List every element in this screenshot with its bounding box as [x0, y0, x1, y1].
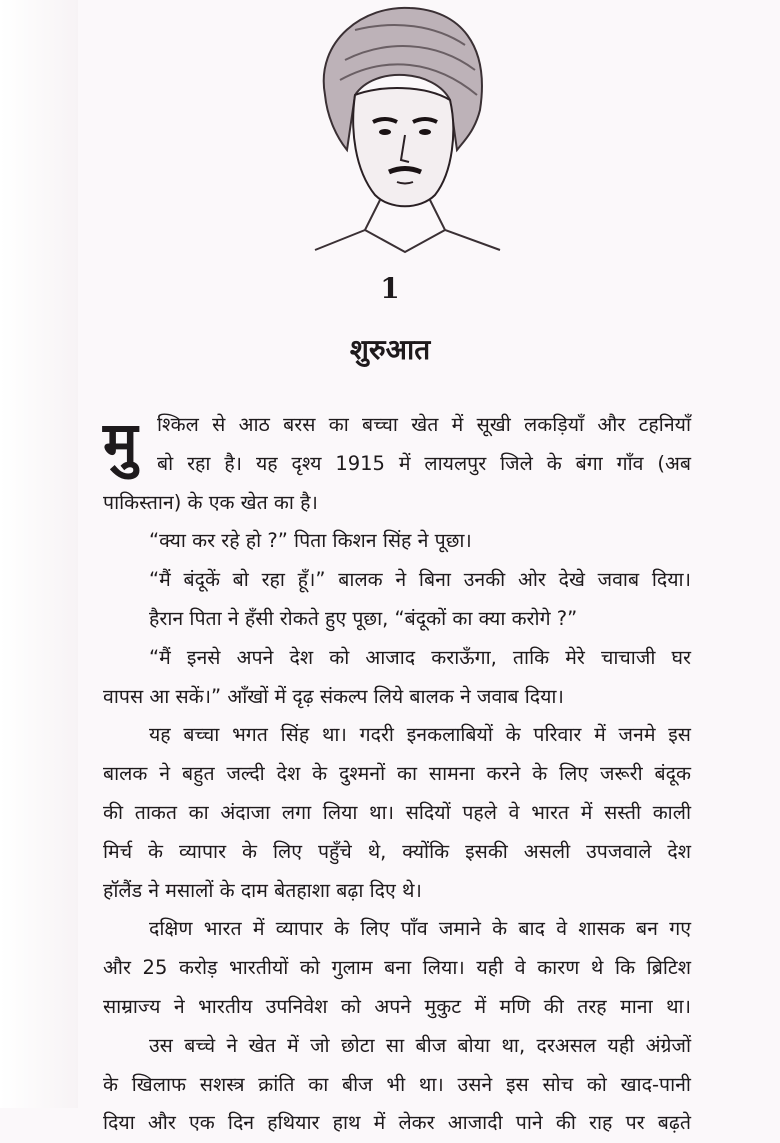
text-line: श्किल से आठ बरस का बच्चा खेत में सूखी लकड़ियाँ और टहनियाँ: [157, 413, 691, 436]
text-line: बालक ने बहुत जल्दी देश के दुश्मनों का सामना करने के लिए जरूरी बंदूक: [103, 762, 691, 786]
page-edge: [0, 0, 78, 1108]
text-line: पाकिस्तान) के एक खेत का है।: [103, 490, 318, 514]
portrait-illustration: [285, 0, 515, 255]
text-line: हैरान पिता ने हँसी रोकते हुए पूछा, “बंदूकों का क्या करोगे ?”: [149, 606, 578, 630]
text-line: बो रहा है। यह दृश्य 1915 में लायलपुर जिले के बंगा गाँव (अब: [157, 451, 691, 475]
text-line: उस बच्चे ने खेत में जो छोटा सा बीज बोया था, दरअसल यही अंग्रेजों: [149, 1033, 691, 1057]
chapter-title: शुरुआत: [349, 333, 431, 366]
text-line: और 25 करोड़ भारतीयों को गुलाम बना लिया। यही वे कारण थे कि ब्रिटिश: [103, 956, 691, 980]
text-line: वापस आ सकें।” आँखों में दृढ़ संकल्प लिये बालक ने जवाब दिया।: [103, 684, 564, 708]
text-line: दिया और एक दिन हथियार हाथ में लेकर आजादी पाने की राह पर बढ़ते: [103, 1111, 691, 1135]
text-line: “मैं बंदूकें बो रहा हूँ।” बालक ने बिना उनकी ओर देखे जवाब दिया।: [149, 568, 691, 592]
text-line: मिर्च के व्यापार के लिए पहुँचे थे, क्योंकि इसकी असली उपजवाले देश: [103, 839, 691, 863]
text-line: की ताकत का अंदाजा लगा लिया था। सदियों पहले वे भारत में सस्ती काली: [103, 800, 691, 824]
text-line: दक्षिण भारत में व्यापार के लिए पाँव जमाने के बाद वे शासक बन गए: [149, 917, 691, 941]
chapter-number: 1: [380, 272, 400, 305]
text-line: साम्राज्य ने भारतीय उपनिवेश को अपने मुकुट में मणि की तरह माना था।: [103, 994, 691, 1018]
text-line: यह बच्चा भगत सिंह था। गदरी इनकलाबियों के परिवार में जनमे इस: [149, 723, 691, 747]
chapter-body: [103, 406, 691, 1143]
text-line: हॉलैंड ने मसालों के दाम बेतहाशा बढ़ा दिए थे।: [103, 878, 422, 902]
text-line: “मैं इनसे अपने देश को आजाद कराऊँगा, ताकि मेरे चाचाजी घर: [149, 645, 691, 669]
drop-cap: मु: [103, 409, 138, 477]
text-line: “क्या कर रहे हो ?” पिता किशन सिंह ने पूछा।: [149, 529, 472, 553]
text-line: के खिलाफ सशस्त्र क्रांति का बीज भी था। उसने इस सोच को खाद-पानी: [103, 1072, 691, 1096]
